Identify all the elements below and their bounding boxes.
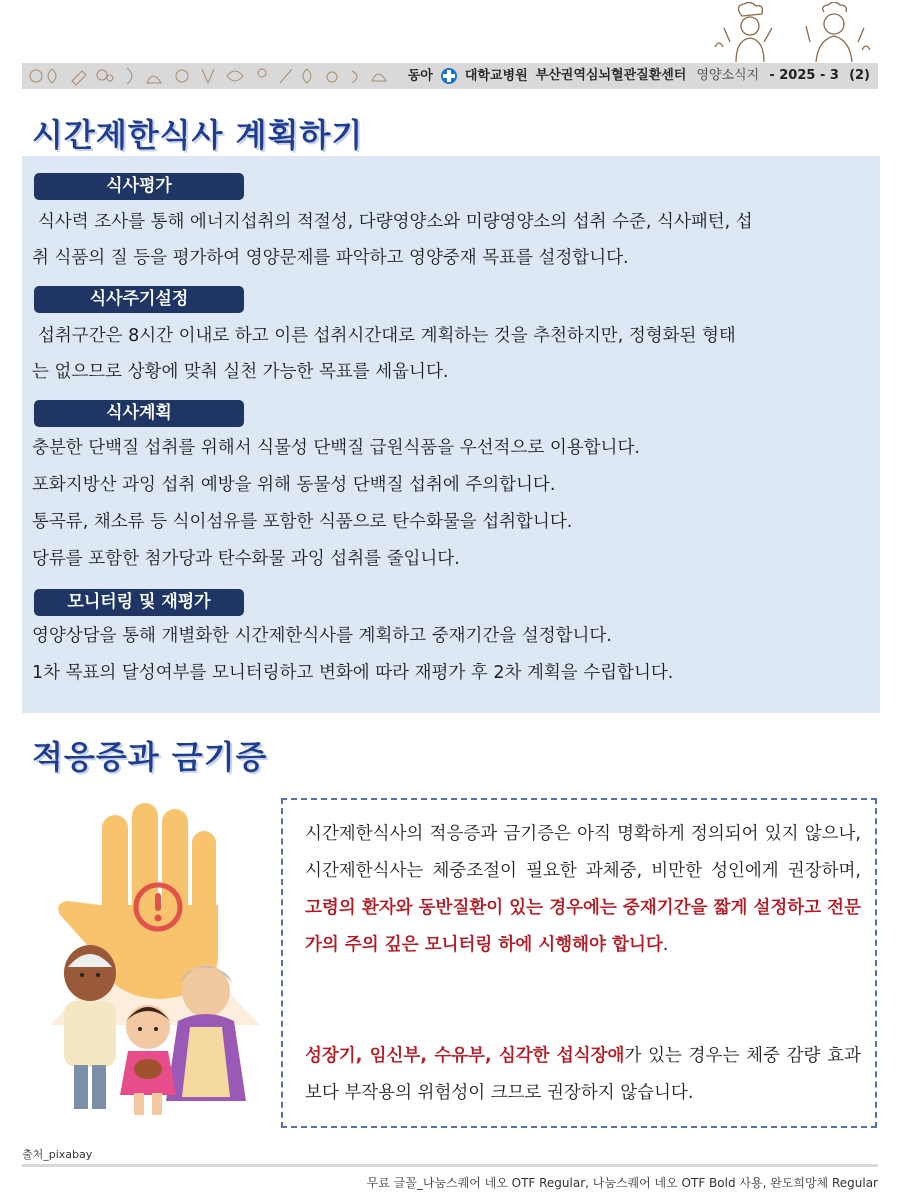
footer-font-credit: 무료 글꼴_나눔스퀘어 네오 OTF Regular, 나눔스퀘어 네오 OTF Bold 사용, 완도희망체 Regular (366, 1176, 878, 1190)
contraindications-paragraph (305, 1038, 861, 1112)
heading-monitoring: 모니터링 및 재평가 (34, 589, 244, 616)
heading-meal-plan: 식사계획 (34, 400, 244, 427)
section-title-indications: 적응증과 금기증 (32, 738, 268, 776)
issue-info (696, 67, 870, 85)
newsletter-name: 영양소식지 (696, 68, 760, 84)
hospital-name-part2: 대학교병원 (464, 68, 528, 84)
footer-divider (22, 1164, 878, 1167)
hospital-name-part1: 동아 (407, 68, 433, 84)
paragraph-line: 1차 목표의 달성여부를 모니터링하고 변화에 따라 재평가 후 2차 계획을 수립합니다. (32, 663, 674, 683)
header-bar (22, 63, 878, 89)
heading-meal-cycle: 식사주기설정 (34, 286, 244, 313)
contraindication-groups-text: 성장기, 임신부, 수유부, 심각한 섭식장애 (305, 1046, 625, 1066)
paragraph-line: 통곡류, 채소류 등 식이섬유를 포함한 식품으로 탄수화물을 섭취합니다. (32, 512, 573, 532)
paragraph-line: 영양상담을 통해 개별화한 시간제한식사를 계획하고 중재기간을 설정합니다. (32, 626, 612, 646)
food-pattern-decoration (22, 63, 402, 89)
contraindications-text: 가 있는 경우는 체중 감량 효과보다 부작용의 위험성이 크므로 권장하지 않습니다. (305, 1046, 861, 1103)
hospital-name (408, 67, 528, 86)
image-source: 출처_pixabay (22, 1148, 93, 1161)
planning-panel (22, 156, 880, 713)
paragraph-line: 당류를 포함한 첨가당과 탄수화물 과잉 섭취를 줄입니다. (32, 549, 460, 569)
page-number: (2) (849, 68, 870, 84)
paragraph-line: 는 없으므로 상황에 맞춰 실천 가능한 목표를 세웁니다. (32, 362, 449, 382)
header-info (408, 67, 870, 86)
sentence-end: . (662, 935, 669, 955)
warning-hand-family-illustration (30, 795, 280, 1125)
paragraph-line: 섭취구간은 8시간 이내로 하고 이른 섭취시간대로 계획하는 것을 추천하지만, 정형화된 형태 (38, 326, 736, 346)
indications-text: 시간제한식사의 적응증과 금기증은 아직 명확하게 정의되어 있지 않으나, 시간제한식사는 체중조절이 필요한 과체중, 비만한 성인에게 권장하며, (305, 824, 861, 881)
chef-illustration (712, 2, 872, 64)
hospital-cross-logo-icon (440, 67, 458, 85)
indications-paragraph (305, 816, 861, 964)
indications-textbox (281, 798, 877, 1128)
paragraph-line: 식사력 조사를 통해 에너지섭취의 적절성, 다량영양소와 미량영양소의 섭취 수준, 식사패턴, 섭 (38, 212, 753, 232)
paragraph-line: 취 식품의 질 등을 평가하여 영양문제를 파악하고 영양중재 목표를 설정합니다. (32, 248, 629, 268)
center-name: 부산권역심뇌혈관질환센터 (535, 68, 687, 84)
heading-diet-assessment: 식사평가 (34, 173, 244, 200)
issue-number: - 2025 - 3 (769, 68, 839, 84)
elderly-warning-text: 고령의 환자와 동반질환이 있는 경우에는 중재기간을 짧게 설정하고 전문가의 주의 깊은 모니터링 하에 시행해야 합니다 (305, 898, 861, 955)
section-title-planning: 시간제한식사 계획하기 (32, 116, 364, 154)
paragraph-line: 포화지방산 과잉 섭취 예방을 위해 동물성 단백질 섭취에 주의합니다. (32, 475, 556, 495)
paragraph-line: 충분한 단백질 섭취를 위해서 식물성 단백질 급원식품을 우선적으로 이용합니다. (32, 438, 640, 458)
